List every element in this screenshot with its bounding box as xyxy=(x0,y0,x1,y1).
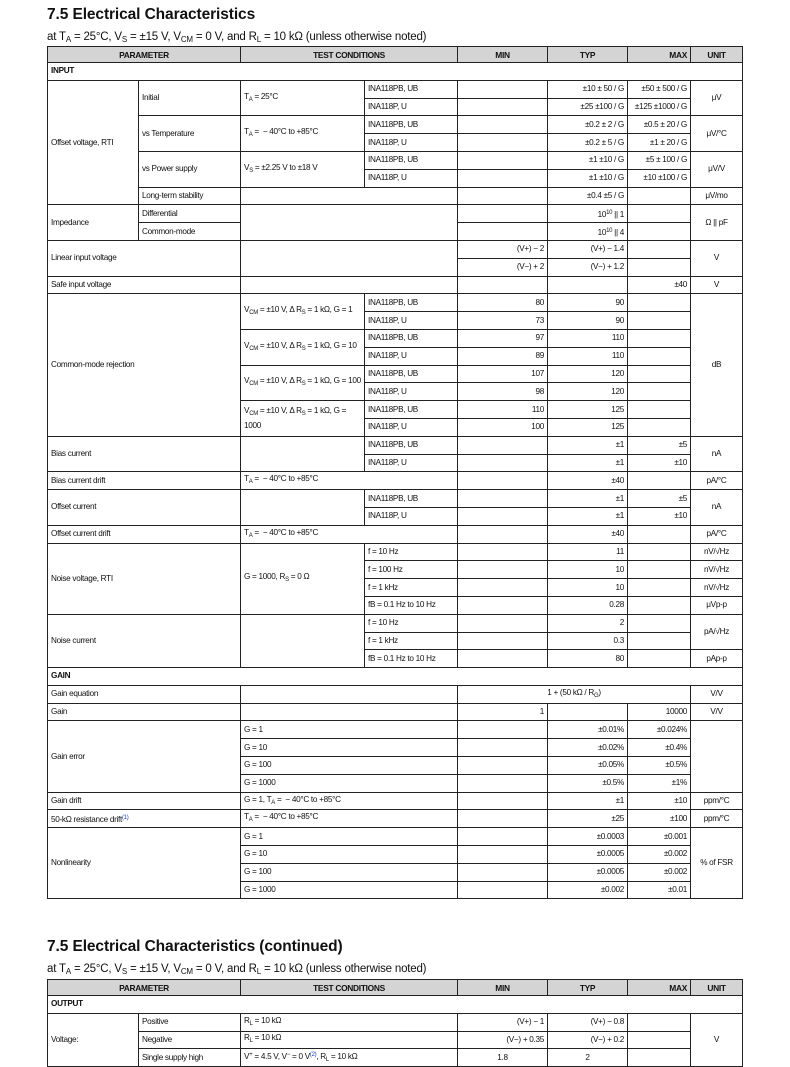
typ-value: 2 xyxy=(548,1049,628,1067)
model: INA118PB, UB xyxy=(365,490,458,508)
frequency: f = 1 kHz xyxy=(365,632,458,650)
param-linear-input: Linear input voltage xyxy=(48,240,241,276)
param-noise-current: Noise current xyxy=(48,614,241,667)
max-value: ±40 xyxy=(628,276,691,294)
header-max: MAX xyxy=(628,47,691,63)
model: INA118PB, UB xyxy=(365,116,458,134)
unit: nA xyxy=(691,436,743,472)
model: INA118PB, UB xyxy=(365,436,458,454)
electrical-characteristics-table-continued xyxy=(47,979,743,1067)
min-value: 1.8 xyxy=(458,1049,548,1067)
typ-value: ±40 xyxy=(548,525,628,543)
table-row xyxy=(48,792,743,810)
section-title-continued: 7.5 Electrical Characteristics (continued) xyxy=(47,938,343,955)
table-row xyxy=(48,1031,743,1049)
typ-value: 0.28 xyxy=(548,596,628,614)
test-condition: G = 1000 xyxy=(241,774,458,792)
param-safe-input: Safe input voltage xyxy=(48,276,241,294)
table-row xyxy=(48,80,743,98)
table-row xyxy=(48,810,743,828)
typ-value: 0.3 xyxy=(548,632,628,650)
model: INA118PB, UB xyxy=(365,329,458,347)
typ-value: 120 xyxy=(548,365,628,383)
model: INA118P, U xyxy=(365,507,458,525)
typ-value: ±25 xyxy=(548,810,628,828)
min-value: (V−) + 0.35 xyxy=(458,1031,548,1049)
unit: Ω || pF xyxy=(691,205,743,241)
max-value: ±5 xyxy=(628,490,691,508)
test-condition: G = 1 xyxy=(241,828,458,846)
max-value: ±0.4% xyxy=(628,739,691,757)
model: INA118P, U xyxy=(365,98,458,116)
sub-param: Negative xyxy=(139,1031,241,1049)
unit: dB xyxy=(691,294,743,436)
model: INA118P, U xyxy=(365,418,458,436)
max-value: ±0.5 ± 20 / G xyxy=(628,116,691,134)
unit: nV/√Hz xyxy=(691,561,743,579)
param-bias-drift: Bias current drift xyxy=(48,472,241,490)
max-value: ±125 ±1000 / G xyxy=(628,98,691,116)
max-value: ±10 xyxy=(628,792,691,810)
param-offset-voltage: Offset voltage, RTI xyxy=(48,80,139,205)
sub-param: Initial xyxy=(139,80,241,116)
test-condition: $T_A = 25^\circ C$ xyxy=(241,80,365,116)
table-row xyxy=(48,294,743,312)
unit: μV/°C xyxy=(691,116,743,152)
table-row xyxy=(48,721,743,739)
sub-param: Differential xyxy=(139,205,241,223)
test-condition: G = 1000 xyxy=(241,881,458,899)
typ-value: ±0.0005 xyxy=(548,863,628,881)
test-condition: V+ = 4.5 V, V− = 0 V$^{(2)}$, $R_L = 10$ kΩ xyxy=(241,1049,458,1067)
sub-param: Common-mode xyxy=(139,223,241,241)
model: INA118PB, UB xyxy=(365,294,458,312)
max-value: ±0.024% xyxy=(628,721,691,739)
typ-value: ±1 xyxy=(548,792,628,810)
param-noise-voltage: Noise voltage, RTI xyxy=(48,543,241,614)
sub-param: Positive xyxy=(139,1013,241,1031)
table-row xyxy=(48,1013,743,1031)
unit: μVp-p xyxy=(691,596,743,614)
table-row xyxy=(48,614,743,632)
typ-value: ±0.4 ±5 / G xyxy=(548,187,628,205)
min-value: (V+) − 1 xyxy=(458,1013,548,1031)
typ-value: 10 xyxy=(548,579,628,597)
frequency: f = 10 Hz xyxy=(365,543,458,561)
test-condition: $V_{CM} = \pm 10$ V, Δ $R_S = 1$ kΩ, G = 10 xyxy=(241,329,365,365)
min-value: 73 xyxy=(458,312,548,330)
model: INA118PB, UB xyxy=(365,151,458,169)
header-unit: UNIT xyxy=(691,980,743,996)
header-unit: UNIT xyxy=(691,47,743,63)
table-row xyxy=(48,472,743,490)
typ-value: 2 xyxy=(548,614,628,632)
max-value: ±50 ± 500 / G xyxy=(628,80,691,98)
max-value: ±1% xyxy=(628,774,691,792)
model: INA118P, U xyxy=(365,134,458,152)
typ-value: 1 + (50 kΩ / $R_G$) xyxy=(458,685,691,703)
typ-value: (V−) + 0.2 xyxy=(548,1031,628,1049)
frequency: f = 100 Hz xyxy=(365,561,458,579)
conditions-line: at $T_A = 25^\circ C$, $V_S = \pm 15$ V, $V_{CM} = 0$ V, and $R_L = 10$ kΩ (unless otherwise noted) xyxy=(47,31,427,44)
typ-value: ±1 ±10 / G xyxy=(548,169,628,187)
param-gain-equation: Gain equation xyxy=(48,685,241,703)
header-min: MIN xyxy=(458,980,548,996)
test-condition: $T_A$ = − 40°C to +85°C xyxy=(241,472,458,490)
table-row xyxy=(48,276,743,294)
table-row xyxy=(48,490,743,508)
model: INA118P, U xyxy=(365,347,458,365)
unit: nV/√Hz xyxy=(691,543,743,561)
model: INA118P, U xyxy=(365,383,458,401)
max-value: ±0.5% xyxy=(628,757,691,775)
frequency: f = 10 Hz xyxy=(365,614,458,632)
section-input: INPUT xyxy=(48,63,743,81)
param-label: 50-kΩ resistance drift xyxy=(51,814,122,824)
frequency: f = 1 kHz xyxy=(365,579,458,597)
table-row xyxy=(48,685,743,703)
model: INA118PB, UB xyxy=(365,365,458,383)
min-value: 98 xyxy=(458,383,548,401)
unit: nA xyxy=(691,490,743,526)
typ-value: ±0.02% xyxy=(548,739,628,757)
unit: nV/√Hz xyxy=(691,579,743,597)
param-cmr: Common-mode rejection xyxy=(48,294,241,436)
footnote-link[interactable]: (1) xyxy=(121,814,129,821)
typ-value: ±1 xyxy=(548,454,628,472)
test-condition: G = 100 xyxy=(241,757,458,775)
typ-value: 90 xyxy=(548,294,628,312)
max-value: 10000 xyxy=(628,703,691,721)
param-gain-error: Gain error xyxy=(48,721,241,792)
min-value: (V+) − 2 xyxy=(458,240,548,258)
table-header xyxy=(48,980,743,996)
electrical-characteristics-table xyxy=(47,46,743,899)
test-condition: G = 1, $T_A$ = − 40°C to +85°C xyxy=(241,792,458,810)
typ-value: $10^{10}$ || 1 xyxy=(548,205,628,223)
model: INA118P, U xyxy=(365,312,458,330)
max-value: ±5 ± 100 / G xyxy=(628,151,691,169)
max-value: ±0.002 xyxy=(628,863,691,881)
model: INA118PB, UB xyxy=(365,401,458,419)
unit: pA/√Hz xyxy=(691,614,743,650)
max-value: ±0.002 xyxy=(628,846,691,864)
max-value: ±5 xyxy=(628,436,691,454)
typ-value: ±1 xyxy=(548,490,628,508)
section-gain: GAIN xyxy=(48,668,743,686)
min-value: 110 xyxy=(458,401,548,419)
typ-value: 110 xyxy=(548,329,628,347)
unit: V xyxy=(691,276,743,294)
conditions-line-continued: at $T_A = 25^\circ C$, $V_S = \pm 15$ V, $V_{CM} = 0$ V, and $R_L = 10$ kΩ (unless otherwise noted) xyxy=(47,963,427,976)
test-condition: $R_L = 10$ kΩ xyxy=(241,1031,458,1049)
unit: ppm/°C xyxy=(691,792,743,810)
typ-value: 11 xyxy=(548,543,628,561)
param-nonlinearity: Nonlinearity xyxy=(48,828,241,899)
table-row xyxy=(48,187,743,205)
typ-value: (V−) + 1.2 xyxy=(548,258,628,276)
param-offset-current: Offset current xyxy=(48,490,241,526)
min-value: 89 xyxy=(458,347,548,365)
sub-param: Long-term stability xyxy=(139,187,241,205)
min-value: (V−) + 2 xyxy=(458,258,548,276)
max-value: ±10 xyxy=(628,507,691,525)
param-impedance: Impedance xyxy=(48,205,139,241)
table-row xyxy=(48,436,743,454)
table-row xyxy=(48,703,743,721)
typ-value: ±1 xyxy=(548,436,628,454)
typ-value: 80 xyxy=(548,650,628,668)
typ-value: ±1 ±10 / G xyxy=(548,151,628,169)
header-typ: TYP xyxy=(548,980,628,996)
frequency: fB = 0.1 Hz to 10 Hz xyxy=(365,650,458,668)
header-max: MAX xyxy=(628,980,691,996)
test-condition: $V_S = \pm 2.25$ V to ±18 V xyxy=(241,151,365,187)
test-condition: G = 10 xyxy=(241,846,458,864)
test-condition: G = 10 xyxy=(241,739,458,757)
typ-value: 125 xyxy=(548,418,628,436)
unit: pA/°C xyxy=(691,472,743,490)
unit: V/V xyxy=(691,685,743,703)
unit: pA/°C xyxy=(691,525,743,543)
unit: μV/mo xyxy=(691,187,743,205)
frequency: fB = 0.1 Hz to 10 Hz xyxy=(365,596,458,614)
typ-value: 110 xyxy=(548,347,628,365)
header-min: MIN xyxy=(458,47,548,63)
max-value: ±0.01 xyxy=(628,881,691,899)
min-value: 107 xyxy=(458,365,548,383)
test-condition: $T_A$ = − 40°C to +85°C xyxy=(241,810,458,828)
unit: V xyxy=(691,1013,743,1066)
param-bias-current: Bias current xyxy=(48,436,241,472)
min-value: 80 xyxy=(458,294,548,312)
header-parameter: PARAMETER xyxy=(48,47,241,63)
typ-value: (V+) − 1.4 xyxy=(548,240,628,258)
table-header xyxy=(48,47,743,63)
typ-value: ±10 ± 50 / G xyxy=(548,80,628,98)
typ-value: ±0.2 ± 2 / G xyxy=(548,116,628,134)
table-row xyxy=(48,828,743,846)
param-offset-current-drift: Offset current drift xyxy=(48,525,241,543)
unit: pAp-p xyxy=(691,650,743,668)
test-condition: G = 100 xyxy=(241,863,458,881)
unit: μV/V xyxy=(691,151,743,187)
unit: μV xyxy=(691,80,743,116)
param-output-voltage: Voltage: xyxy=(48,1013,139,1066)
typ-value: ±0.002 xyxy=(548,881,628,899)
table-row xyxy=(48,525,743,543)
test-condition: $R_L = 10$ kΩ xyxy=(241,1013,458,1031)
unit: ppm/°C xyxy=(691,810,743,828)
header-test-conditions: TEST CONDITIONS xyxy=(241,980,458,996)
model: INA118P, U xyxy=(365,169,458,187)
max-value: ±10 ±100 / G xyxy=(628,169,691,187)
test-condition: $V_{CM} = \pm 10$ V, Δ $R_S = 1$ kΩ, G = 100 xyxy=(241,365,365,401)
unit: V xyxy=(691,240,743,276)
typ-value: ±0.0005 xyxy=(548,846,628,864)
typ-value: $10^{10}$ || 4 xyxy=(548,223,628,241)
param-resistance-drift xyxy=(48,810,241,828)
table-row xyxy=(48,116,743,134)
typ-value: ±0.2 ± 5 / G xyxy=(548,134,628,152)
test-condition: $T_A$ = − 40°C to +85°C xyxy=(241,525,458,543)
typ-value: ±0.5% xyxy=(548,774,628,792)
typ-value: (V+) − 0.8 xyxy=(548,1013,628,1031)
typ-value: ±25 ±100 / G xyxy=(548,98,628,116)
sub-param: vs Power supply xyxy=(139,151,241,187)
sub-param: vs Temperature xyxy=(139,116,241,152)
table-row xyxy=(48,205,743,223)
min-value: 100 xyxy=(458,418,548,436)
typ-value: 125 xyxy=(548,401,628,419)
typ-value: 10 xyxy=(548,561,628,579)
max-value: ±1 ± 20 / G xyxy=(628,134,691,152)
section-title: 7.5 Electrical Characteristics xyxy=(47,6,256,23)
table-row xyxy=(48,543,743,561)
typ-value: ±0.0003 xyxy=(548,828,628,846)
typ-value: ±40 xyxy=(548,472,628,490)
max-value: ±100 xyxy=(628,810,691,828)
unit: % of FSR xyxy=(691,828,743,899)
section-output: OUTPUT xyxy=(48,996,743,1014)
table-row xyxy=(48,1049,743,1067)
typ-value: ±0.05% xyxy=(548,757,628,775)
test-condition: G = 1000, $R_S = 0$ Ω xyxy=(241,543,365,614)
model: INA118PB, UB xyxy=(365,80,458,98)
max-value: ±0.001 xyxy=(628,828,691,846)
sub-param: Single supply high xyxy=(139,1049,241,1067)
model: INA118P, U xyxy=(365,454,458,472)
unit: V/V xyxy=(691,703,743,721)
max-value: ±10 xyxy=(628,454,691,472)
header-typ: TYP xyxy=(548,47,628,63)
typ-value: ±1 xyxy=(548,507,628,525)
test-condition: $V_{CM} = \pm 10$ V, Δ $R_S = 1$ kΩ, G = 1 xyxy=(241,294,365,330)
min-value: 1 xyxy=(458,703,548,721)
typ-value: 120 xyxy=(548,383,628,401)
header-test-conditions: TEST CONDITIONS xyxy=(241,47,458,63)
param-gain: Gain xyxy=(48,703,241,721)
typ-value: ±0.01% xyxy=(548,721,628,739)
test-condition: G = 1 xyxy=(241,721,458,739)
min-value: 97 xyxy=(458,329,548,347)
header-parameter: PARAMETER xyxy=(48,980,241,996)
param-gain-drift: Gain drift xyxy=(48,792,241,810)
test-condition: $V_{CM} = \pm 10$ V, Δ $R_S = 1$ kΩ, G = 1000 xyxy=(241,401,365,437)
typ-value: 90 xyxy=(548,312,628,330)
table-row xyxy=(48,240,743,258)
table-row xyxy=(48,151,743,169)
test-condition: $T_A$ = − 40°C to +85°C xyxy=(241,116,365,152)
